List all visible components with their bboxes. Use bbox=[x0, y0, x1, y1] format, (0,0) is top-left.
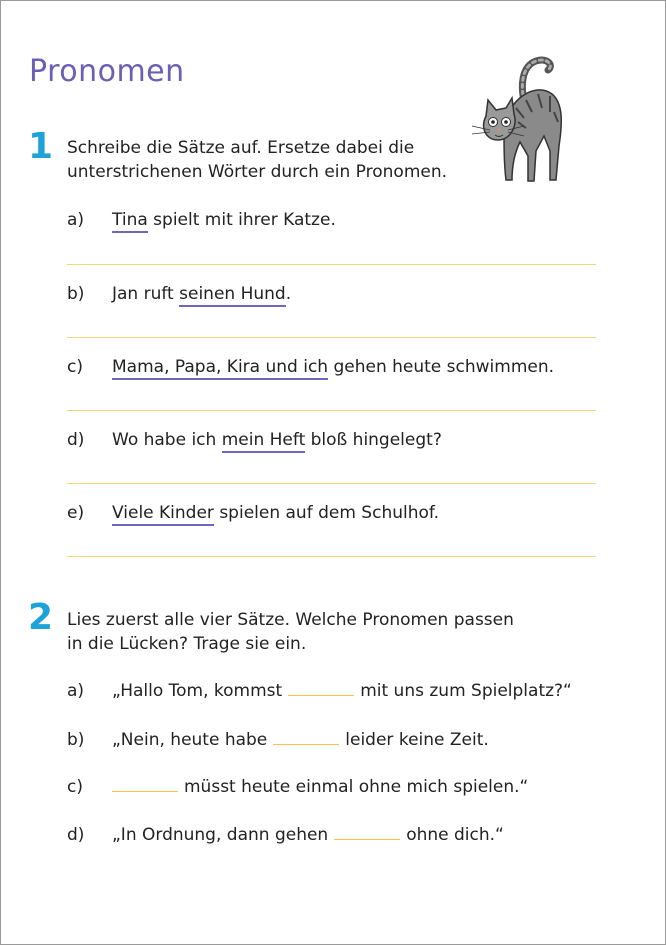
blank-gap[interactable] bbox=[288, 681, 354, 696]
blank-gap[interactable] bbox=[334, 825, 400, 840]
item-letter: d) bbox=[67, 430, 85, 450]
blank-gap[interactable] bbox=[112, 777, 178, 792]
item-letter: d) bbox=[67, 825, 85, 845]
answer-line-e[interactable] bbox=[67, 556, 596, 557]
task1-instruction-line2: unterstrichenen Wörter durch ein Pronomen. bbox=[67, 162, 448, 182]
task-number-2: 2 bbox=[28, 597, 54, 638]
item-letter: c) bbox=[67, 357, 83, 377]
item-letter: e) bbox=[67, 503, 85, 523]
item-sentence: Wo habe ich mein Heft bloß hingelegt? bbox=[112, 428, 442, 452]
underlined-words: seinen Hund bbox=[179, 284, 286, 307]
answer-line-d[interactable] bbox=[67, 483, 596, 484]
task1-instruction bbox=[67, 136, 447, 184]
cat-icon bbox=[464, 56, 584, 188]
task-number-1: 1 bbox=[28, 126, 54, 167]
item-sentence: Mama, Papa, Kira und ich gehen heute schwimmen. bbox=[112, 355, 554, 379]
task2-instruction bbox=[67, 608, 514, 656]
underlined-words: Viele Kinder bbox=[112, 503, 214, 526]
underlined-words: mein Heft bbox=[222, 430, 306, 453]
task2-instruction-line2: in die Lücken? Trage sie ein. bbox=[67, 634, 307, 654]
item-letter: a) bbox=[67, 210, 85, 230]
item-sentence: Tina spielt mit ihrer Katze. bbox=[112, 208, 336, 232]
item-sentence: „In Ordnung, dann gehen ohne dich.“ bbox=[112, 825, 504, 845]
item-letter: b) bbox=[67, 730, 85, 750]
item-letter: b) bbox=[67, 284, 85, 304]
page-title: Pronomen bbox=[29, 54, 185, 89]
item-sentence: müsst heute einmal ohne mich spielen.“ bbox=[112, 775, 528, 799]
answer-line-c[interactable] bbox=[67, 410, 596, 411]
task2-instruction-line1: Lies zuerst alle vier Sätze. Welche Pronomen passen bbox=[67, 610, 514, 630]
item-sentence: „Hallo Tom, kommst mit uns zum Spielplatz?“ bbox=[112, 681, 572, 701]
item-letter: c) bbox=[67, 777, 83, 797]
answer-line-b[interactable] bbox=[67, 337, 596, 338]
task1-instruction-line1: Schreibe die Sätze auf. Ersetze dabei die bbox=[67, 138, 415, 158]
item-letter: a) bbox=[67, 681, 85, 701]
item-sentence: „Nein, heute habe leider keine Zeit. bbox=[112, 730, 489, 750]
item-sentence: Viele Kinder spielen auf dem Schulhof. bbox=[112, 501, 439, 525]
answer-line-a[interactable] bbox=[67, 264, 596, 265]
underlined-words: Tina bbox=[112, 210, 148, 233]
item-sentence: Jan ruft seinen Hund. bbox=[112, 282, 291, 306]
underlined-words: Mama, Papa, Kira und ich bbox=[112, 357, 328, 380]
blank-gap[interactable] bbox=[273, 730, 339, 745]
